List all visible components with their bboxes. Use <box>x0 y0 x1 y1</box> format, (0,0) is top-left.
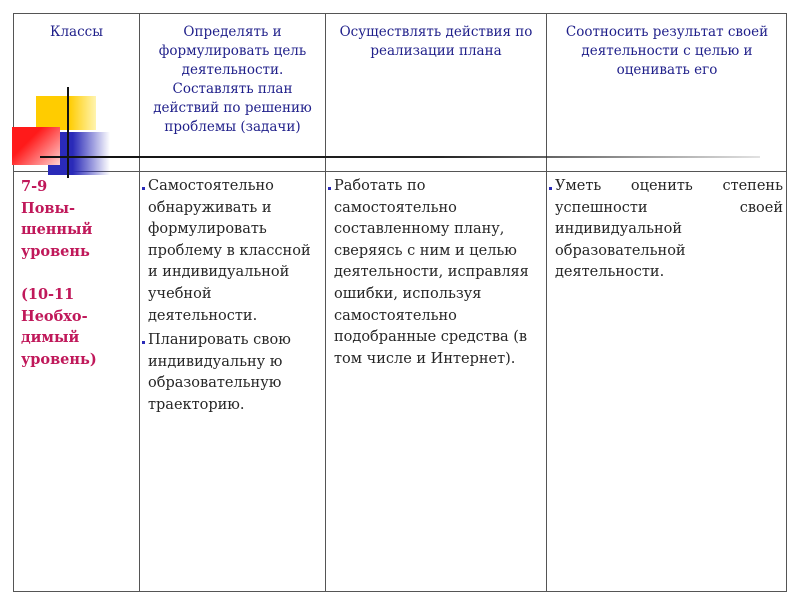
row-label-level <box>14 172 139 591</box>
square-bullet-icon <box>549 187 552 190</box>
row-label-line: шенный <box>21 221 93 239</box>
list-item <box>547 176 787 284</box>
list-item <box>326 176 546 370</box>
square-bullet-icon <box>142 187 145 190</box>
list-item <box>140 176 325 327</box>
header-define-goal-text: Определять и формулировать цель деятельности. Составлять план действий по решению проблемы (задачи) <box>153 24 312 135</box>
competency-table <box>13 13 787 592</box>
cell-define-goal <box>140 172 325 591</box>
list-item-text: Работать по самостоятельно составленному плану, сверяясь с ним и целью деятельности, исправляя ошибки, используя самостоятельно подобранные средства (в том числе и Интернет). <box>334 178 529 367</box>
square-bullet-icon <box>328 187 331 190</box>
header-implement-plan <box>326 14 546 171</box>
row-label-spacer <box>21 262 135 284</box>
list-item-text: Самостоятельно обнаруживать и формулировать проблему в классной и индивидуальной учебной деятельности. <box>148 178 311 324</box>
row-label-line: димый <box>21 329 80 347</box>
list-item-text: Уметь оценить степень успешности своей индивидуальной образовательной деятельности. <box>555 178 783 281</box>
list-item <box>140 330 325 416</box>
cell-evaluate-result <box>547 172 787 591</box>
row-label-line: Повы- <box>21 199 75 217</box>
header-evaluate-result-text: Соотносить результат своей деятельности с целью и оценивать его <box>565 24 769 78</box>
header-classes <box>14 14 139 171</box>
header-classes-text: Классы <box>50 24 103 40</box>
header-define-goal <box>140 14 325 171</box>
header-evaluate-result <box>547 14 787 171</box>
row-label-line: Необхо- <box>21 307 88 325</box>
row-label-line: (10-11 <box>21 285 75 303</box>
cell-implement-plan <box>326 172 546 591</box>
row-label-line: 7-9 <box>21 178 48 195</box>
header-implement-plan-text: Осуществлять действия по реализации плана <box>339 24 533 59</box>
row-label-line: уровень) <box>21 350 97 368</box>
list-item-text: Планировать свою индивидуальну ю образовательную траекторию. <box>148 332 291 413</box>
row-label-line: уровень <box>21 242 90 260</box>
square-bullet-icon <box>142 341 145 344</box>
